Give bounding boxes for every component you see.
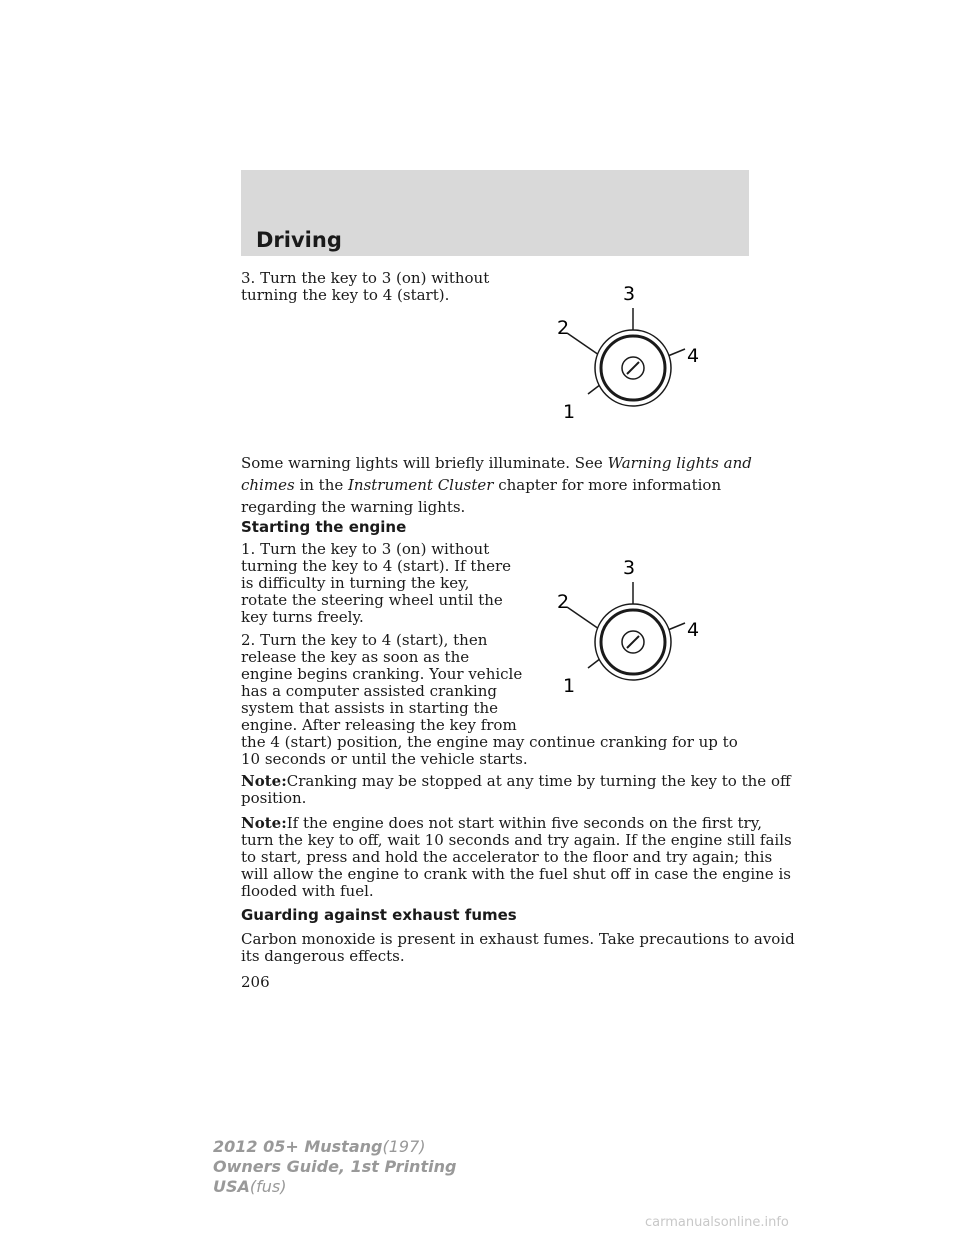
position-2-label: 2 bbox=[557, 591, 570, 613]
position-3-label: 3 bbox=[623, 283, 636, 305]
position-3-label: 3 bbox=[623, 557, 636, 579]
note-label: Note: bbox=[241, 772, 287, 790]
position-1-label: 1 bbox=[563, 401, 576, 423]
ignition-diagram-1 bbox=[545, 278, 725, 428]
note-cranking: Note:Cranking may be stopped at any time by turning the key to the off position. bbox=[241, 772, 791, 807]
exhaust-fumes-heading: Guarding against exhaust fumes bbox=[241, 906, 517, 924]
start-step1-paragraph: 1. Turn the key to 3 (on) without turning the key to 4 (start). If there is difficulty in turning the key, rotate the steering wheel until the key turns freely. bbox=[241, 540, 511, 626]
position-2-label: 2 bbox=[557, 317, 570, 339]
ignition-cylinder bbox=[567, 308, 685, 406]
step3-line1: 3. Turn the key to 3 (on) without bbox=[241, 269, 490, 287]
exhaust-paragraph: Carbon monoxide is present in exhaust fumes. Take precautions to avoid its dangerous effects. bbox=[241, 930, 795, 965]
warning-lights-paragraph: Some warning lights will briefly illuminate. See Warning lights and chimes in the Instrument Cluster chapter for more information regarding the warning lights. bbox=[241, 454, 752, 516]
print-footer: 2012 05+ Mustang(197) Owners Guide, 1st Printing USA(fus) bbox=[213, 1137, 457, 1196]
watermark: carmanualsonline.info bbox=[645, 1215, 789, 1230]
section-header-band bbox=[241, 170, 749, 256]
starting-engine-heading: Starting the engine bbox=[241, 518, 407, 536]
position-4-label: 4 bbox=[687, 345, 700, 367]
start-step2-paragraph: 2. Turn the key to 4 (start), then release the key as soon as the engine begins cranking. Your vehicle has a computer assisted cranking system that assists in starting the engine. After releasing the key from the 4 (start) position, the engine may continue cranking for up to 10 seconds or until the vehicle starts. bbox=[241, 631, 738, 768]
warning-lights-reference: Warning lights and bbox=[607, 454, 752, 472]
instrument-cluster-reference: Instrument Cluster bbox=[348, 476, 494, 494]
note-label: Note: bbox=[241, 814, 287, 832]
position-1-label: 1 bbox=[563, 675, 576, 697]
section-title: Driving bbox=[256, 228, 342, 252]
note-engine-not-start: Note:If the engine does not start within five seconds on the first try, turn the key to off, wait 10 seconds and try again. If the engine still fails to start, press and hold the accelerator to the floor and try again; this will allow the engine to crank with the fuel shut off in case the engine is flooded with fuel. bbox=[241, 814, 792, 900]
position-4-label: 4 bbox=[687, 619, 700, 641]
step3-line2: turning the key to 4 (start). bbox=[241, 286, 450, 304]
step3-paragraph bbox=[241, 270, 489, 304]
page-number: 206 bbox=[241, 973, 270, 991]
